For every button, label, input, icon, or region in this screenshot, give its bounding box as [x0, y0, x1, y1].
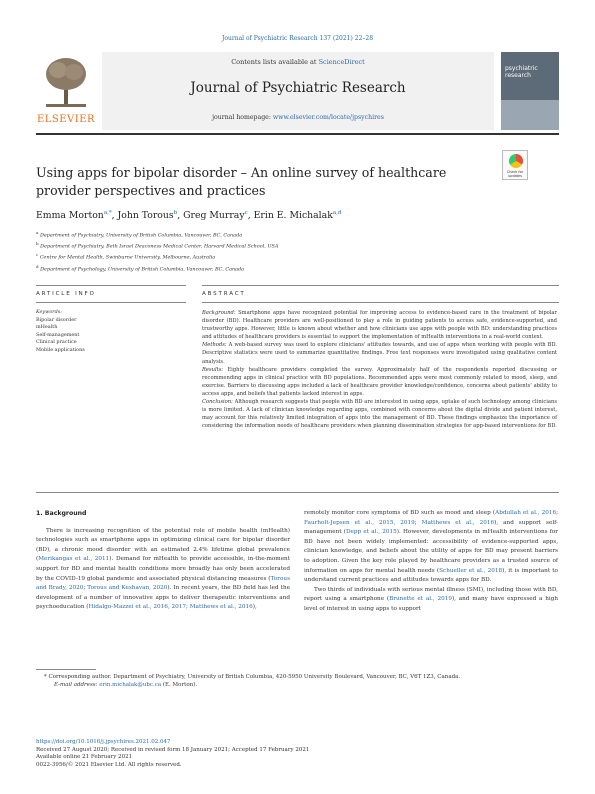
abstract-paragraph: Methods: A web-based survey was used to explore clinicians' attitudes towards, and use of apps when working with people with BD. Descriptive statistics were used to summarize quantitative findings. Free text responses were investigated using qualitative content analysis. — [202, 342, 558, 365]
abstract-body — [202, 309, 557, 430]
journal-cover[interactable] — [501, 52, 559, 130]
abstract-paragraph: Results: Eighty healthcare providers completed the survey. Approximately half of the respondents reported discussing or recommending apps in clinical practice with BD populations. Recommended apps were most commonly related to mood, sleep, and exercise. Barriers to discussing apps included a lack of healthcare provider knowledge/confidence, concerns about patients' ability to access apps, and beliefs that patients lacked interest in apps. — [202, 366, 557, 397]
copyright: 0022-3956/© 2021 Elsevier Ltd. All rights reserved. — [36, 762, 182, 769]
author-name[interactable]: Erin E. Michalak — [253, 210, 333, 222]
journal-name: Journal of Psychiatric Research — [190, 80, 406, 96]
article-metadata — [36, 739, 309, 770]
citation-link[interactable]: Depp et al., 2015 — [345, 529, 397, 536]
contents-prefix: Contents lists available at — [231, 58, 317, 66]
keywords-block — [36, 309, 85, 355]
footnote — [36, 669, 559, 689]
homepage-line — [102, 114, 494, 121]
citation-link[interactable]: Matthews et al., 2016 — [421, 519, 495, 526]
body-text: There is increasing recognition of the potential role of mobile health (mHealth) technologies such as smartphone apps in optimizing clinical care for bipolar disorder (BD), a chronic mood disorder with an estimated 2.4% lifetime global prevalence ( — [36, 527, 290, 563]
body-paragraph — [304, 509, 558, 586]
body-text: Two thirds of individuals with serious mental illness (SMI), including those with BD, report using a smartphone ( — [304, 586, 558, 603]
author-name[interactable]: Emma Morton — [36, 210, 104, 222]
cover-band — [501, 100, 559, 130]
citation-link[interactable]: Matthews et al., 2016 — [189, 604, 253, 611]
homepage-link[interactable]: www.elsevier.com/locate/jpsychires — [272, 114, 384, 121]
citation-link[interactable]: Abdullah et al., 2016 — [495, 510, 557, 516]
footnote-text: * Corresponding author. Department of Psychiatry, University of British Columbia, 420-5950 University Boulevard, Vancouver, BC, V6T 1Z3, Canada. — [44, 673, 461, 680]
body-text: ; — [414, 519, 422, 526]
homepage-prefix: journal homepage: — [212, 114, 271, 121]
author-sup[interactable]: c — [244, 210, 248, 216]
author-list: Emma Morton$^{a,*}$, John Torous$^b$, Greg Murray$^c$, Erin E. Michalak$^{a,d}$ — [36, 210, 342, 222]
keyword: Bipolar disorder — [36, 316, 77, 323]
contents-line — [102, 58, 494, 66]
article-info-rule-lower — [36, 302, 186, 303]
author-name[interactable]: John Torous — [117, 210, 174, 222]
check-for-updates-badge[interactable] — [502, 150, 528, 180]
body-text: remotely monitor core symptoms of BD such as mood and sleep ( — [304, 510, 496, 516]
citation-link[interactable]: Merikangas et al., 2011 — [38, 556, 110, 563]
footnote-email: E-mail address: erin.michalak@ubc.ca (E. Morton). — [54, 681, 198, 688]
body-text: ), — [252, 604, 257, 611]
badge-label: Check for updates — [506, 170, 524, 178]
body-column-left — [36, 509, 290, 613]
received-dates: Received 27 August 2020; Received in revised form 18 January 2021; Accepted 17 February 2021 — [36, 746, 310, 753]
affiliation: $^a$ Department of Psychiatry, University of British Columbia, Vancouver, BC, Canada — [36, 230, 243, 239]
body-text: ), it is important to understand current practices and attitudes towards apps for BD. — [304, 567, 558, 584]
footnote-rule — [36, 669, 96, 670]
sciencedirect-link[interactable]: ScienceDirect — [318, 58, 365, 66]
publisher-name: ELSEVIER — [36, 114, 96, 125]
running-head[interactable]: Journal of Psychiatric Research 137 (2021) 22–28 — [221, 35, 374, 42]
body-text: ), and many have expressed a high level of interest in using apps to support — [304, 596, 558, 612]
citation-link[interactable]: Torous and Keshavan, 2020 — [87, 585, 168, 592]
masthead-banner — [102, 52, 494, 130]
keyword: Clinical practice — [36, 339, 77, 346]
masthead-rule — [36, 133, 559, 135]
citation-link[interactable]: Torous and Brady, 2020 — [36, 575, 290, 592]
affiliation: $^b$ Department of Psychiatry, Beth Israel Deaconess Medical Center, Harvard Medical School, USA — [36, 241, 279, 250]
affiliation: $^c$ Centre for Mental Health, Swinburne University, Melbourne, Australia — [36, 252, 216, 262]
citation-link[interactable]: Schueller et al., 2018 — [439, 567, 503, 574]
journal-masthead — [36, 52, 559, 130]
section-heading: 1. Background — [36, 510, 87, 517]
citation-link[interactable]: Faurholt-Jepsen et al., 2015, 2019 — [304, 519, 415, 526]
affiliation-list — [36, 229, 278, 274]
body-text: ; — [556, 510, 558, 516]
body-text: ). In recent years, the BD field has led the development of a number of innovative apps to deliver therapeutic interventions and psychoeducation ( — [36, 585, 290, 611]
abstract-heading: ABSTRACT — [202, 291, 246, 297]
article-info-heading: ARTICLE INFO — [36, 291, 96, 297]
body-paragraph — [304, 586, 558, 615]
body-text: ). Demand for mHealth to provide accessible, in-the-moment support for BD and mental health conditions more broadly has only been accelerated by the COVID-19 global pandemic and associated physical distancing measures ( — [36, 556, 291, 582]
body-text: ), and support self-management ( — [304, 519, 558, 536]
citation-link[interactable]: Brunette et al., 2019 — [389, 596, 452, 603]
affiliation: $^d$ Department of Psychology, University of British Columbia, Vancouver, BC, Canada — [36, 263, 245, 273]
doi-link[interactable]: https://doi.org/10.1016/j.jpsychires.2021.02.047 — [36, 739, 171, 745]
author-sup[interactable]: b — [173, 210, 178, 216]
body-text: ; — [83, 585, 88, 592]
body-text: ; — [186, 604, 190, 611]
abstract-paragraph: Conclusion: Although research suggests that people with BD are interested in using apps, uptake of such technology among clinicians is more limited. A lack of clinician knowledge regarding apps, combined with concerns about the digital divide and patient interest, may account for this relatively limited integration of apps into the management of BD. These findings emphasize the importance of considering the information needs of healthcare providers when planning dissemination strategies for app-based interventions for BD. — [202, 399, 557, 430]
body-text: ). However, developments in mHealth interventions for BD have not been widely implemented: accessibility of evidence-supported apps, clinician knowledge, and beliefs about the utility of apps for BD may present barriers to adoption. Given the key role played by healthcare providers as a trusted source of information on apps for mental health needs ( — [304, 529, 558, 574]
article-title: Using apps for bipolar disorder – An online survey of healthcare provider perspectives and practices — [36, 165, 447, 198]
update-check-icon — [509, 154, 523, 168]
author-sup[interactable]: a,* — [103, 210, 112, 216]
available-online: Available online 21 February 2021 — [36, 754, 133, 761]
body-rule — [36, 492, 559, 493]
keyword: Mobile applications — [36, 346, 85, 353]
abstract-rule-lower — [202, 302, 559, 303]
keyword: mHealth — [36, 324, 58, 331]
body-paragraph — [36, 527, 290, 613]
keywords-label: Keywords: — [36, 309, 62, 315]
author-name[interactable]: Greg Murray — [183, 210, 245, 222]
keyword: Self-management — [36, 331, 80, 338]
citation-link[interactable]: Hidalgo-Mazzei et al., 2016, 2017 — [88, 604, 186, 611]
publisher-logo[interactable] — [36, 52, 96, 130]
article-info-rule — [36, 285, 186, 286]
author-sup[interactable]: a,d — [332, 210, 342, 216]
abstract-paragraph: Background: Smartphone apps have recognized potential for improving access to evidence-based care in the treatment of bipolar disorder (BD). Healthcare providers are well-positioned to play a role in guiding patients to access safe, evidence-supported, and trustworthy apps. However, little is known about whether and how clinicians use apps with people with BD: understanding practices and attitudes of healthcare providers is essential to support the implementation of mHealth interventions in a real-world context. — [202, 310, 557, 341]
abstract-rule — [202, 285, 559, 286]
body-column-right — [304, 509, 558, 615]
email-link[interactable]: erin.michalak@ubc.ca — [99, 681, 162, 688]
cover-title: psychiatric research — [505, 65, 538, 79]
elsevier-tree-icon — [42, 54, 90, 110]
